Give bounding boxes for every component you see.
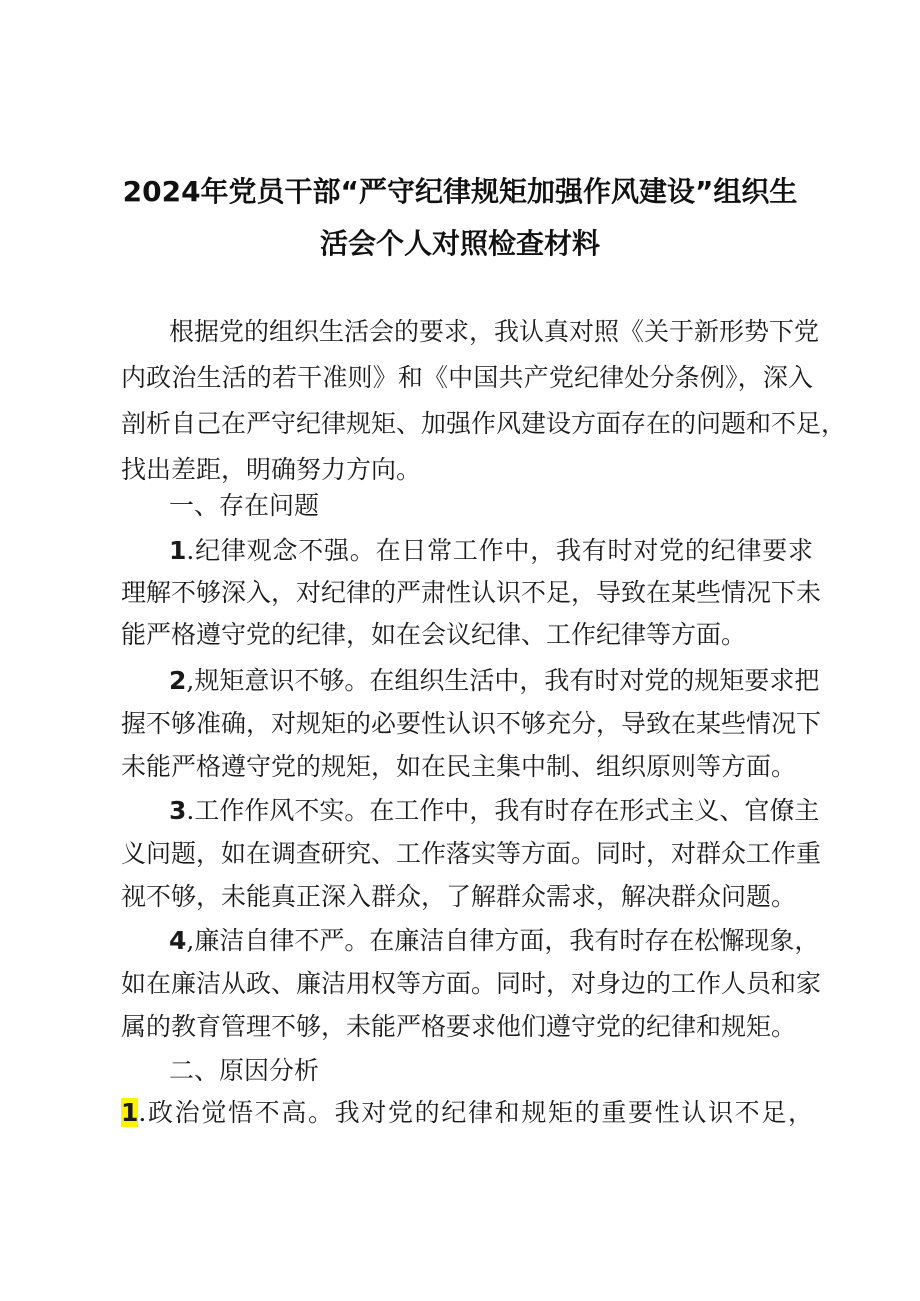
document-title-line-1: 2024年党员干部“严守纪律规矩加强作风建设”组织生 [122, 175, 798, 208]
item-3-number: 3 [169, 796, 187, 825]
item-1-text: .纪律观念不强。在日常工作中，我有时对党的纪律要求 [186, 536, 813, 565]
item-1-line-3: 能严格遵守党的纪律，如在会议纪律、工作纪律等方面。 [121, 620, 747, 649]
intro-line-1: 根据党的组织生活会的要求，我认真对照《关于新形势下党 [169, 317, 820, 346]
item-4-line-2: 如在廉洁从政、廉洁用权等方面。同时，对身边的工作人员和家 [121, 969, 822, 998]
item-3-text: .工作作风不实。在工作中，我有时存在形式主义、官僚主 [186, 796, 820, 825]
item-3-line-2: 义问题，如在调查研究、工作落实等方面。同时，对群众工作重 [121, 839, 822, 868]
item-2-line-3: 未能严格遵守党的规矩，如在民主集中制、组织原则等方面。 [121, 752, 797, 781]
section-heading-causes: 二、原因分析 [169, 1056, 320, 1085]
item-1-line-1 [169, 532, 813, 570]
document-title-line-2: 活会个人对照检查材料 [319, 227, 600, 260]
item-2-line-2: 握不够准确，对规矩的必要性认识不够充分，导致在某些情况下 [121, 709, 822, 738]
item-5-number-highlighted: 1 [121, 1098, 139, 1127]
intro-line-4: 找出差距，明确努力方向。 [121, 455, 422, 484]
section-heading-problems: 一、存在问题 [169, 491, 320, 520]
item-5-text: .政治觉悟不高。我对党的纪律和规矩的重要性认识不足， [138, 1098, 813, 1127]
item-4-line-3: 属的教育管理不够，未能严格要求他们遵守党的纪律和规矩。 [121, 1012, 797, 1041]
item-2-text: ,规矩意识不够。在组织生活中，我有时对党的规矩要求把 [186, 666, 820, 695]
item-1-line-2: 理解不够深入，对纪律的严肃性认识不足，导致在某些情况下未 [121, 578, 822, 607]
item-2-line-1 [169, 662, 820, 700]
item-5-line-1 [121, 1094, 813, 1132]
item-3-line-1 [169, 792, 820, 830]
intro-line-2: 内政治生活的若干准则》和《中国共产党纪律处分条例》，深入 [121, 363, 813, 392]
item-2-number: 2 [169, 666, 187, 695]
item-4-number: 4 [169, 926, 187, 955]
item-4-line-1 [169, 922, 820, 960]
item-1-number: 1 [169, 536, 187, 565]
item-3-line-3: 视不够，未能真正深入群众，了解群众需求，解决群众问题。 [121, 882, 797, 911]
intro-line-3: 剖析自己在严守纪律规矩、加强作风建设方面存在的问题和不足， [121, 409, 847, 438]
item-4-text: ,廉洁自律不严。在廉洁自律方面，我有时存在松懈现象， [186, 926, 820, 955]
